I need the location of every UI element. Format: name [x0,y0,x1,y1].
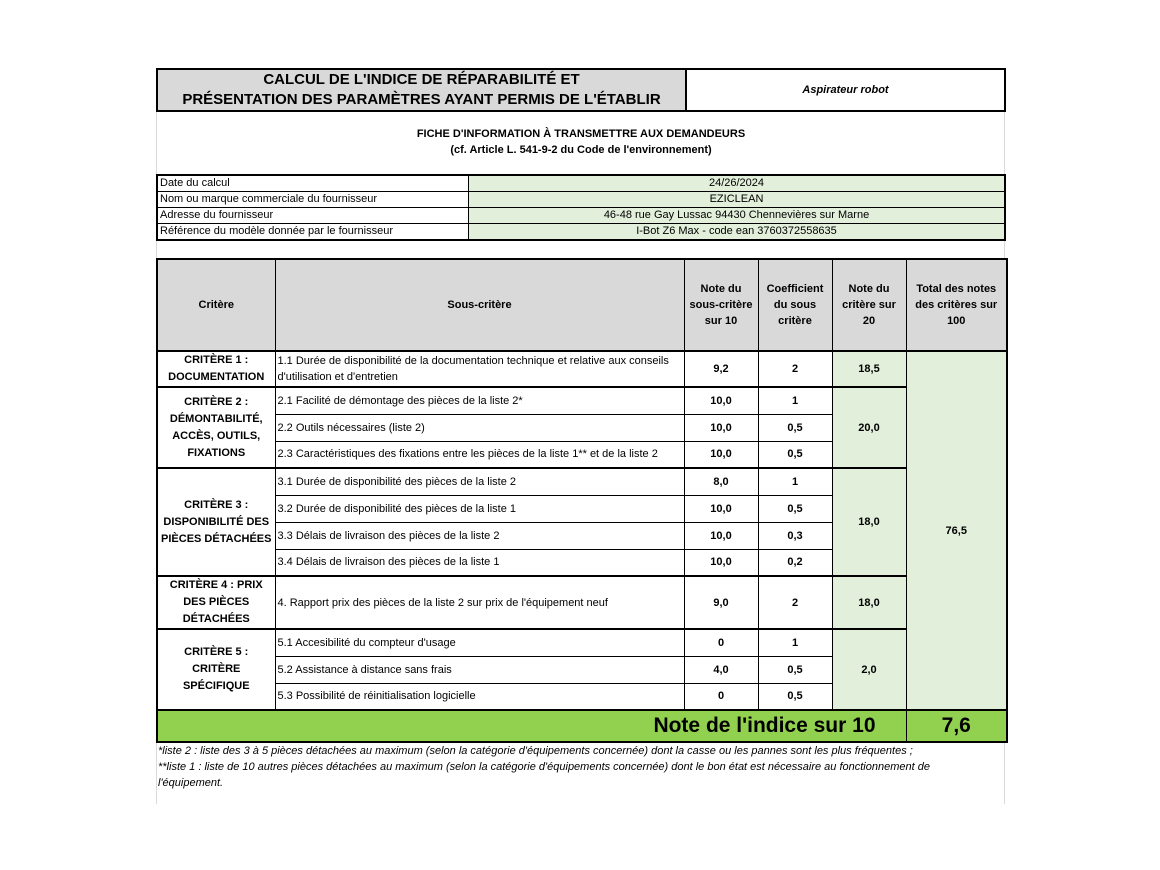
supplier-row [157,208,1005,224]
sub-note: 0 [684,683,758,710]
sub-criterion: 5.3 Possibilité de réinitialisation logicielle [275,683,684,710]
sub-criterion: 3.3 Délais de livraison des pièces de la liste 2 [275,522,684,549]
page-title [158,70,687,110]
title-line-1: CALCUL DE L'INDICE DE RÉPARABILITÉ ET [263,71,580,88]
sub-coef: 0,5 [758,414,832,441]
sub-coef: 1 [758,468,832,495]
supplier-value: 24/26/2024 [469,175,1006,192]
col-note-sous-critere: Note du sous-critère sur 10 [684,259,758,351]
footnote-2: **liste 1 : liste de 10 autres pièces détachées au maximum (selon la catégorie d'équipements concernée) dont le bon état est nécessaire au fonctionnement de l'équipement. [158,761,930,789]
sub-note: 10,0 [684,441,758,468]
header [156,68,1006,112]
criterion-4-score: 18,0 [832,576,906,629]
criteria-table [156,258,1008,743]
table-row [157,387,1007,414]
sub-criterion: 1.1 Durée de disponibilité de la documentation technique et relative aux conseils d'utilisation et d'entretien [275,351,684,387]
sub-criterion: 3.1 Durée de disponibilité des pièces de la liste 2 [275,468,684,495]
sub-criterion: 2.1 Facilité de démontage des pièces de la liste 2* [275,387,684,414]
sub-coef: 2 [758,351,832,387]
sub-criterion: 5.2 Assistance à distance sans frais [275,656,684,683]
info-line-2: (cf. Article L. 541-9-2 du Code de l'environnement) [450,144,712,156]
supplier-label: Référence du modèle donnée par le fournisseur [157,224,469,241]
sub-criterion: 3.2 Durée de disponibilité des pièces de la liste 1 [275,495,684,522]
sub-coef: 1 [758,629,832,656]
supplier-row [157,224,1005,241]
footnote-1: *liste 2 : liste des 3 à 5 pièces détachées au maximum (selon la catégorie d'équipements concernée) dont la casse ou les pannes sont les plus fréquentes ; [158,745,913,757]
supplier-value: I-Bot Z6 Max - code ean 3760372558635 [469,224,1006,241]
sub-note: 8,0 [684,468,758,495]
supplier-label: Date du calcul [157,175,469,192]
table-header [157,259,1007,351]
info-heading [156,126,1006,158]
sub-criterion: 4. Rapport prix des pièces de la liste 2 sur prix de l'équipement neuf [275,576,684,629]
sub-note: 10,0 [684,522,758,549]
sub-note: 9,2 [684,351,758,387]
criterion-2: CRITÈRE 2 : DÉMONTABILITÉ, ACCÈS, OUTILS, FIXATIONS [157,387,275,468]
sub-coef: 1 [758,387,832,414]
sub-coef: 0,5 [758,441,832,468]
supplier-row [157,192,1005,208]
supplier-value: EZICLEAN [469,192,1006,208]
criterion-1: CRITÈRE 1 : DOCUMENTATION [157,351,275,387]
total-score: 76,5 [906,351,1007,710]
product-type: Aspirateur robot [802,84,889,96]
table-row [157,576,1007,629]
sub-coef: 0,3 [758,522,832,549]
criterion-3: CRITÈRE 3 : DISPONIBILITÉ DES PIÈCES DÉTACHÉES [157,468,275,576]
col-note-critere: Note du critère sur 20 [832,259,906,351]
sub-note: 10,0 [684,549,758,576]
sub-note: 4,0 [684,656,758,683]
sub-note: 10,0 [684,387,758,414]
sub-coef: 2 [758,576,832,629]
table-row [157,351,1007,387]
sub-note: 9,0 [684,576,758,629]
sub-note: 10,0 [684,414,758,441]
info-line-1: FICHE D'INFORMATION À TRANSMETTRE AUX DEMANDEURS [416,128,746,140]
title-line-2: PRÉSENTATION DES PARAMÈTRES AYANT PERMIS DE L'ÉTABLIR [182,91,661,108]
supplier-label: Nom ou marque commerciale du fournisseur [157,192,469,208]
criterion-1-score: 18,5 [832,351,906,387]
col-total: Total des notes des critères sur 100 [906,259,1007,351]
col-critere: Critère [157,259,275,351]
sub-criterion: 3.4 Délais de livraison des pièces de la liste 1 [275,549,684,576]
sub-note: 0 [684,629,758,656]
final-score-value: 7,6 [906,710,1007,742]
sub-coef: 0,2 [758,549,832,576]
final-score-row [157,710,1007,742]
criterion-5: CRITÈRE 5 : CRITÈRE SPÉCIFIQUE [157,629,275,710]
col-sous-critere: Sous-critère [275,259,684,351]
final-score-label: Note de l'indice sur 10 [157,710,906,742]
supplier-row [157,175,1005,192]
criterion-2-score: 20,0 [832,387,906,468]
criterion-5-score: 2,0 [832,629,906,710]
sub-coef: 0,5 [758,656,832,683]
criterion-3-score: 18,0 [832,468,906,576]
sub-criterion: 2.3 Caractéristiques des fixations entre les pièces de la liste 1** et de la liste 2 [275,441,684,468]
table-row [157,468,1007,495]
footnotes [158,743,978,791]
supplier-table [156,174,1006,241]
col-coefficient: Coefficient du sous critère [758,259,832,351]
sub-coef: 0,5 [758,683,832,710]
sub-note: 10,0 [684,495,758,522]
supplier-label: Adresse du fournisseur [157,208,469,224]
supplier-value: 46-48 rue Gay Lussac 94430 Chennevières sur Marne [469,208,1006,224]
sub-coef: 0,5 [758,495,832,522]
sub-criterion: 5.1 Accesibilité du compteur d'usage [275,629,684,656]
sub-criterion: 2.2 Outils nécessaires (liste 2) [275,414,684,441]
criterion-4: CRITÈRE 4 : PRIX DES PIÈCES DÉTACHÉES [157,576,275,629]
table-row [157,629,1007,656]
